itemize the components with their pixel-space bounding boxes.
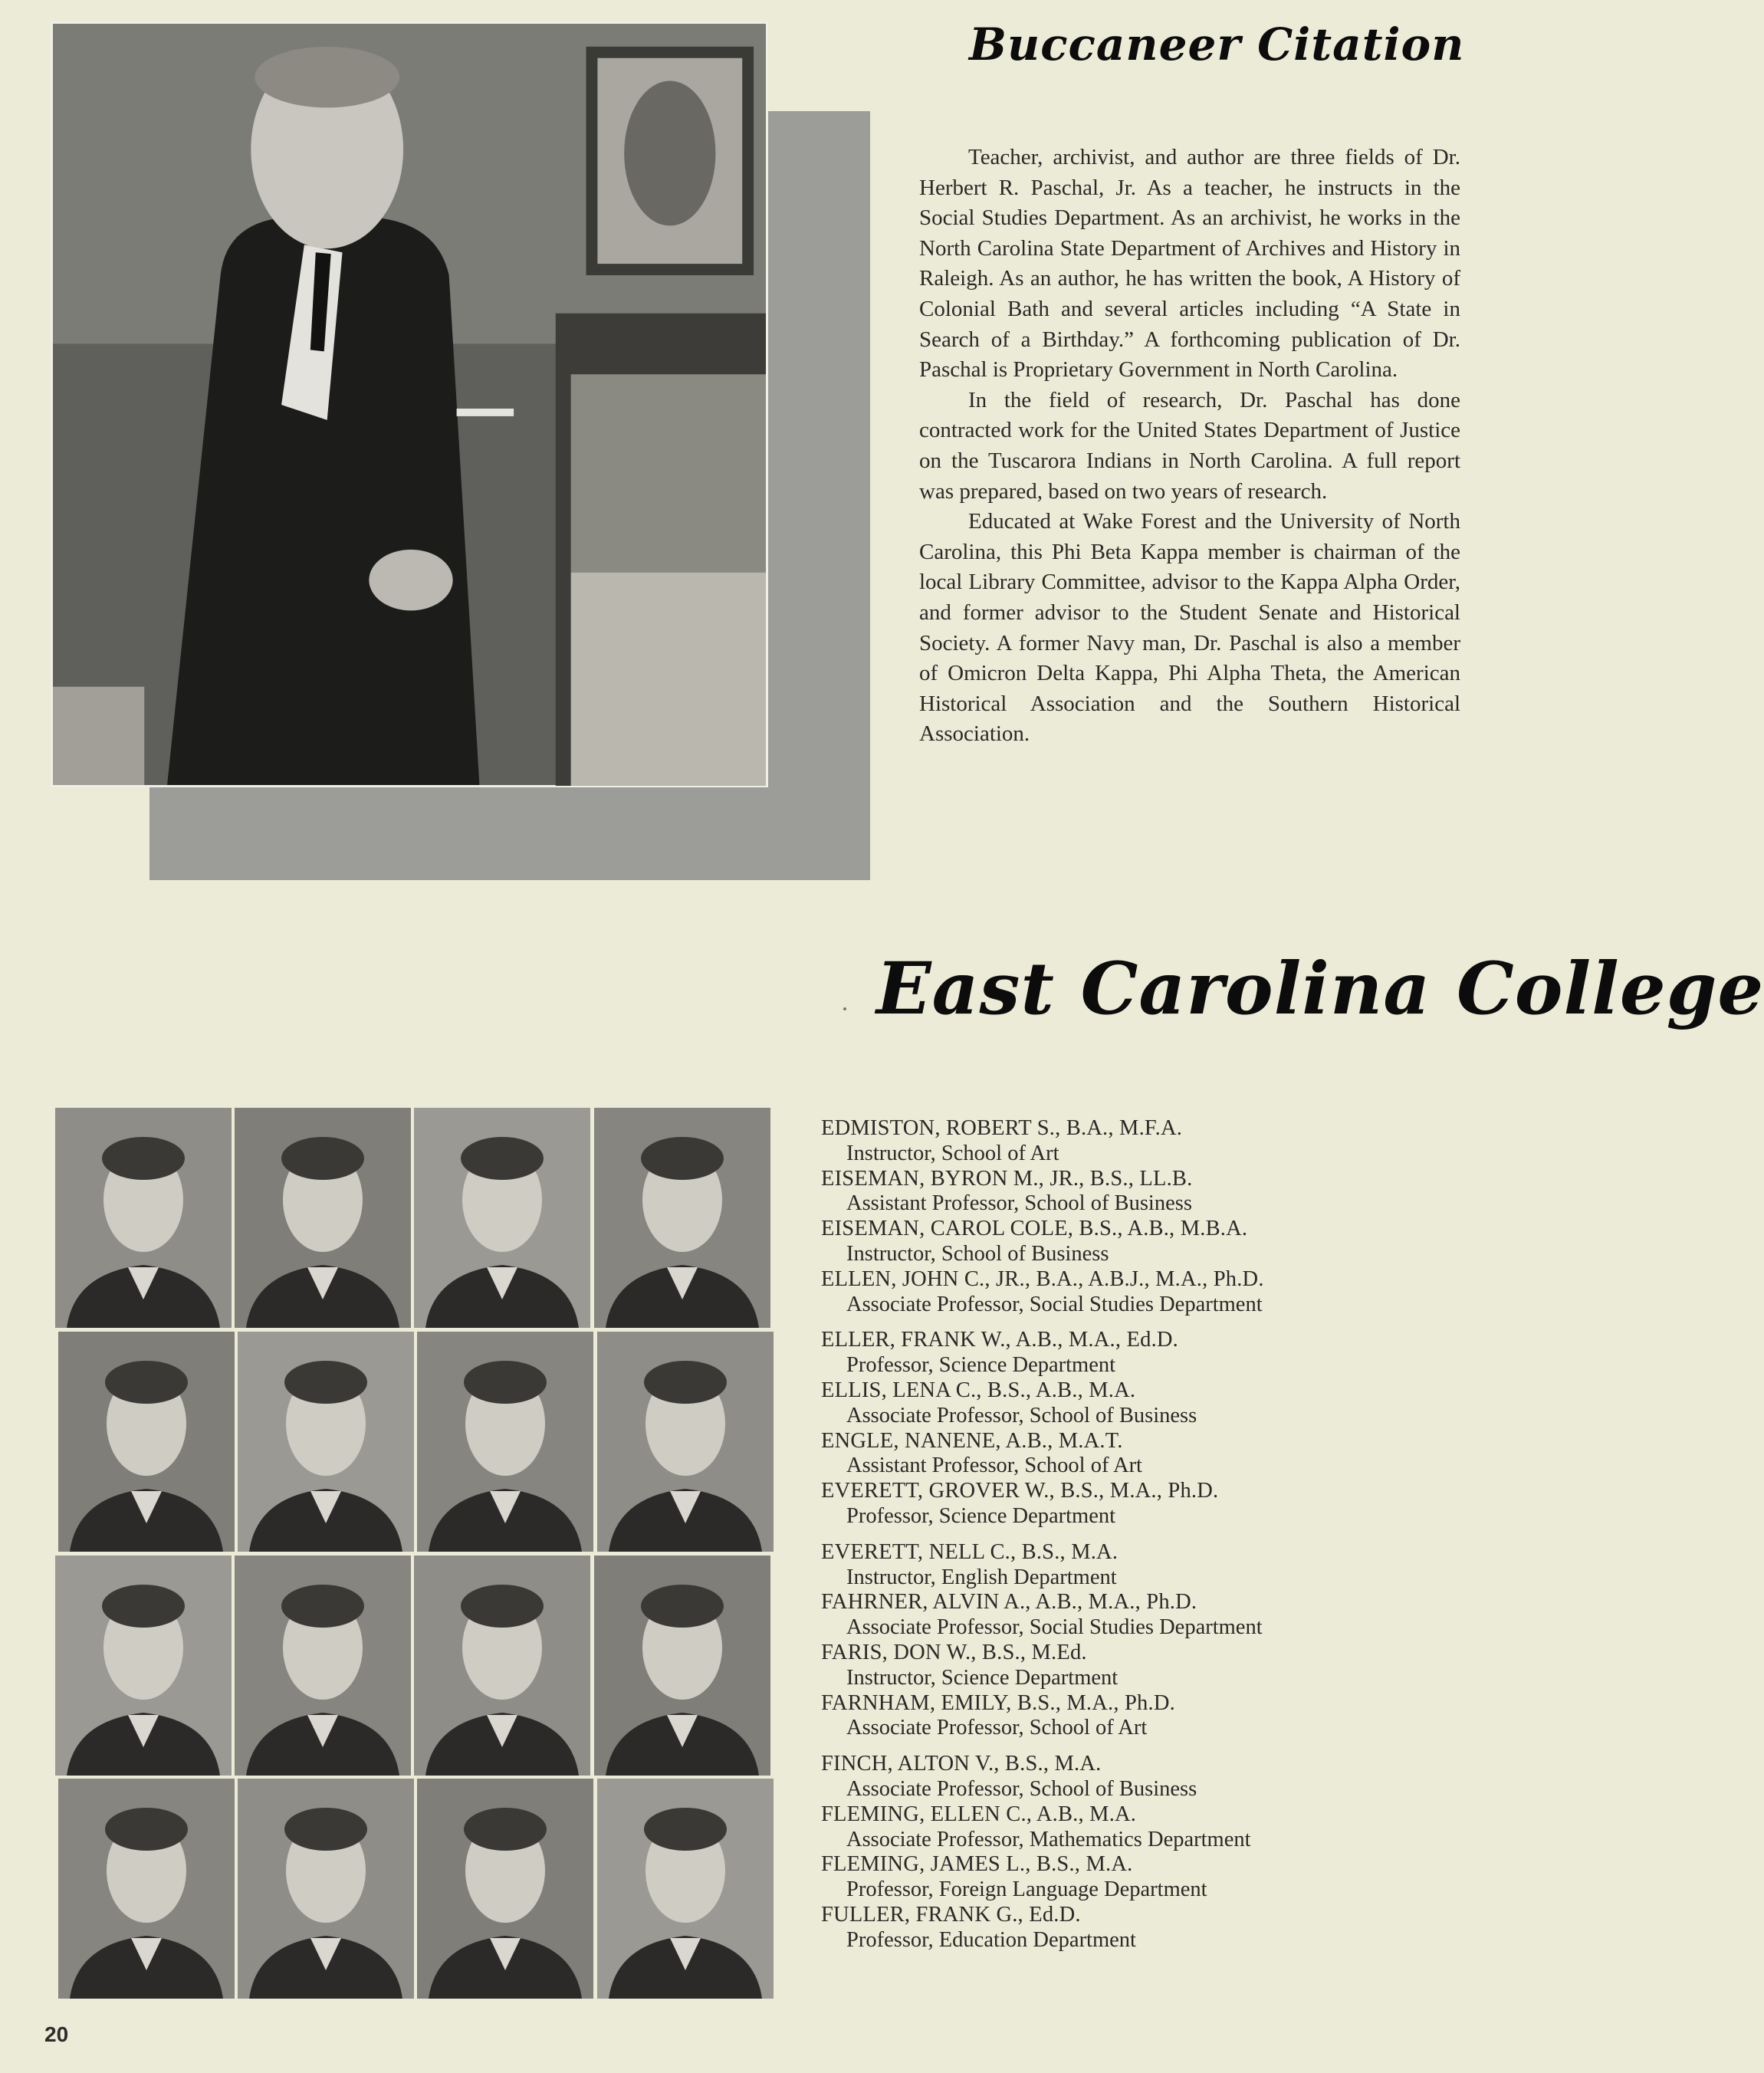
faculty-group <box>821 1540 1511 1741</box>
faculty-headshot <box>414 1108 590 1328</box>
featured-portrait-photo <box>51 21 768 787</box>
faculty-name: ELLER, FRANK W., A.B., M.A., Ed.D. <box>821 1328 1179 1352</box>
faculty-title: Professor, Science Department <box>846 1353 1116 1378</box>
faculty-title: Instructor, Science Department <box>846 1665 1119 1690</box>
faculty-headshot <box>414 1556 590 1776</box>
faculty-section-heading: East Carolina College <box>876 947 1764 1031</box>
faculty-name: FULLER, FRANK G., Ed.D. <box>821 1902 1081 1927</box>
faculty-headshot <box>417 1332 593 1552</box>
faculty-name: ENGLE, NANENE, A.B., M.A.T. <box>821 1428 1123 1453</box>
faculty-title: Instructor, School of Art <box>846 1141 1059 1165</box>
faculty-headshot <box>417 1779 593 1999</box>
citation-paragraph: Teacher, archivist, and author are three fields of Dr. Herbert R. Paschal, Jr. As a teacher, he instructs in the Social Studies Department. As an archivist, he works in the North Carolina State Department of Archives and History in Raleigh. As an author, he has written the book, A History of Colonial Bath and several articles including “A State in Search of a Birthday.” A forthcoming publication of Dr. Paschal is Proprietary Government in North Carolina. <box>919 145 1460 383</box>
faculty-headshot <box>597 1779 774 1999</box>
faculty-title: Professor, Science Department <box>846 1503 1116 1528</box>
faculty-group <box>821 1116 1511 1317</box>
faculty-title: Associate Professor, Mathematics Department <box>846 1827 1251 1851</box>
faculty-title: Associate Professor, Social Studies Department <box>846 1615 1263 1640</box>
faculty-title: Professor, Education Department <box>846 1927 1136 1952</box>
faculty-name: FARNHAM, EMILY, B.S., M.A., Ph.D. <box>821 1690 1175 1715</box>
faculty-name: ELLEN, JOHN C., JR., B.A., A.B.J., M.A., Ph.D. <box>821 1266 1264 1291</box>
faculty-name: EVERETT, NELL C., B.S., M.A. <box>821 1539 1119 1564</box>
faculty-headshot <box>594 1556 770 1776</box>
citation-body <box>919 143 1460 750</box>
faculty-name: EDMISTON, ROBERT S., B.A., M.F.A. <box>821 1116 1183 1140</box>
faculty-title: Professor, Foreign Language Department <box>846 1878 1207 1902</box>
faculty-name: FARIS, DON W., B.S., M.Ed. <box>821 1640 1087 1664</box>
faculty-headshot <box>58 1332 235 1552</box>
faculty-headshot <box>55 1108 232 1328</box>
faculty-headshot <box>55 1556 232 1776</box>
faculty-name: FINCH, ALTON V., B.S., M.A. <box>821 1752 1102 1776</box>
faculty-title: Assistant Professor, School of Art <box>846 1454 1142 1478</box>
faculty-title: Associate Professor, School of Art <box>846 1716 1148 1740</box>
page-number: 20 <box>44 2022 69 2046</box>
faculty-headshot <box>235 1556 411 1776</box>
faculty-list <box>821 1116 1511 1964</box>
faculty-name: FLEMING, JAMES L., B.S., M.A. <box>821 1852 1133 1877</box>
faculty-name: EISEMAN, BYRON M., JR., B.S., LL.B. <box>821 1166 1193 1191</box>
faculty-name: ELLIS, LENA C., B.S., A.B., M.A. <box>821 1378 1136 1402</box>
faculty-headshot <box>594 1108 770 1328</box>
faculty-headshot <box>58 1779 235 1999</box>
faculty-headshot <box>238 1332 414 1552</box>
faculty-headshot <box>238 1779 414 1999</box>
printing-speck <box>843 1007 846 1010</box>
faculty-title: Instructor, English Department <box>846 1565 1117 1589</box>
faculty-headshot <box>597 1332 774 1552</box>
citation-heading: Buccaneer Citation <box>969 18 1465 71</box>
faculty-title: Associate Professor, School of Business <box>846 1776 1197 1801</box>
faculty-name: EISEMAN, CAROL COLE, B.S., A.B., M.B.A. <box>821 1217 1248 1241</box>
faculty-headshot <box>235 1108 411 1328</box>
citation-paragraph: Educated at Wake Forest and the University of North Carolina, this Phi Beta Kappa member is chairman of the local Library Committee, advisor to the Kappa Alpha Order, and former advisor to the Student Senate and Historical Society. A former Navy man, Dr. Paschal is also a member of Omicron Delta Kappa, Phi Alpha Theta, the American Historical Association and the Southern Historical Association. <box>919 509 1460 747</box>
faculty-group <box>821 1328 1511 1529</box>
faculty-title: Associate Professor, School of Business <box>846 1403 1197 1427</box>
citation-paragraph: In the field of research, Dr. Paschal has done contracted work for the United States Department of Justice on the Tuscarora Indians in North Carolina. A full report was prepared, based on two years of research. <box>919 387 1460 504</box>
faculty-title: Instructor, School of Business <box>846 1241 1109 1266</box>
faculty-name: EVERETT, GROVER W., B.S., M.A., Ph.D. <box>821 1479 1219 1503</box>
faculty-title: Assistant Professor, School of Business <box>846 1191 1192 1216</box>
faculty-name: FAHRNER, ALVIN A., A.B., M.A., Ph.D. <box>821 1590 1197 1615</box>
faculty-title: Associate Professor, Social Studies Department <box>846 1292 1263 1316</box>
faculty-name: FLEMING, ELLEN C., A.B., M.A. <box>821 1802 1137 1826</box>
faculty-group <box>821 1752 1511 1953</box>
